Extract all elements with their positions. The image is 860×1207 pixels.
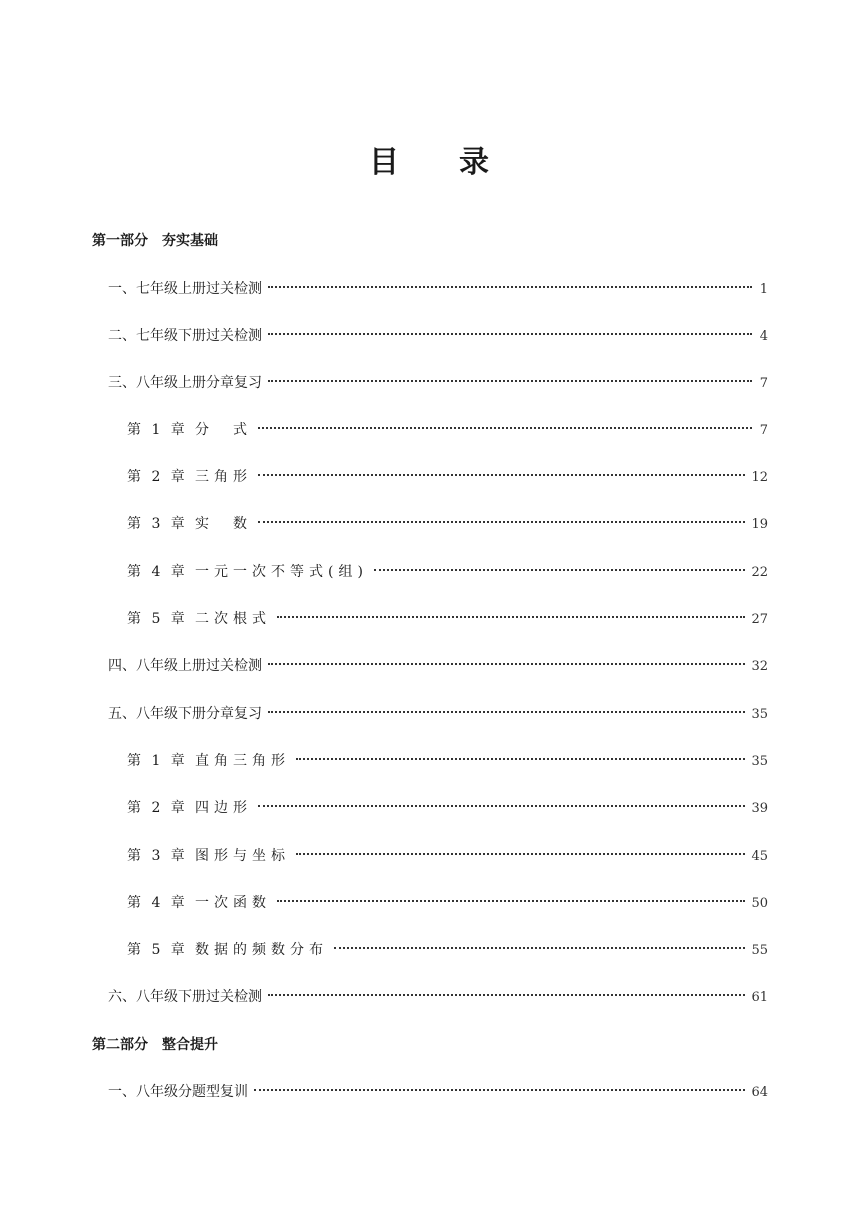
- toc-chapter-entry[interactable]: [127, 561, 768, 583]
- toc-page-number: 7: [759, 376, 768, 391]
- toc-chapter-entry[interactable]: [127, 466, 768, 488]
- toc-entry[interactable]: [108, 278, 768, 300]
- dot-leader: [268, 333, 752, 335]
- part-label: 第一部分: [92, 233, 148, 249]
- dot-leader: [277, 900, 745, 902]
- toc-chapter-entry[interactable]: [127, 419, 768, 441]
- chapter-number: 第 1 章: [127, 753, 188, 769]
- toc-chapter-entry[interactable]: [127, 797, 768, 819]
- toc-chapter-entry[interactable]: [127, 845, 768, 867]
- dot-leader: [268, 380, 752, 382]
- title-char-1: 目: [369, 145, 401, 180]
- toc-page-number: 22: [751, 565, 768, 580]
- chapter-name: 分 式: [195, 422, 252, 438]
- dot-leader: [296, 853, 745, 855]
- chapter-name: 一次函数: [195, 895, 271, 911]
- toc-entry-title: 六、八年级下册过关检测: [108, 989, 262, 1005]
- toc-entry[interactable]: [108, 372, 768, 394]
- toc-entry[interactable]: [108, 1081, 768, 1103]
- dot-leader: [268, 663, 745, 665]
- part-label: 第二部分: [92, 1037, 148, 1053]
- dot-leader: [296, 758, 745, 760]
- chapter-number: 第 2 章: [127, 469, 188, 485]
- toc-page-number: 27: [751, 612, 768, 627]
- toc-page-number: 35: [751, 754, 768, 769]
- toc-chapter-entry[interactable]: [127, 750, 768, 772]
- part-heading-1: [92, 231, 218, 251]
- dot-leader: [254, 1089, 745, 1091]
- toc-page-number: 4: [759, 329, 768, 344]
- dot-leader: [268, 286, 752, 288]
- toc-page-number: 64: [751, 1085, 768, 1100]
- toc-page-number: 35: [751, 707, 768, 722]
- chapter-name: 直角三角形: [195, 753, 290, 769]
- toc-entry[interactable]: [108, 703, 768, 725]
- toc-page-number: 45: [751, 849, 768, 864]
- toc-page-number: 32: [751, 659, 768, 674]
- dot-leader: [277, 616, 745, 618]
- chapter-name: 三角形: [195, 469, 252, 485]
- toc-entry[interactable]: [108, 655, 768, 677]
- chapter-name: 二次根式: [195, 611, 271, 627]
- chapter-number: 第 2 章: [127, 800, 188, 816]
- chapter-number: 第 5 章: [127, 611, 188, 627]
- toc-entry-title: 二、七年级下册过关检测: [108, 328, 262, 344]
- toc-chapter-entry[interactable]: [127, 892, 768, 914]
- dot-leader: [258, 427, 752, 429]
- toc-page-number: 19: [751, 517, 768, 532]
- chapter-name: 数据的频数分布: [195, 942, 328, 958]
- toc-entry-title: 三、八年级上册分章复习: [108, 375, 262, 391]
- toc-page-number: 61: [751, 990, 768, 1005]
- chapter-name: 一元一次不等式(组): [195, 564, 368, 580]
- toc-entry-title: 四、八年级上册过关检测: [108, 658, 262, 674]
- part-name: 整合提升: [162, 1037, 218, 1053]
- dot-leader: [258, 474, 745, 476]
- chapter-number: 第 4 章: [127, 895, 188, 911]
- chapter-name: 图形与坐标: [195, 848, 290, 864]
- toc-entry[interactable]: [108, 986, 768, 1008]
- part-heading-2: [92, 1035, 218, 1055]
- chapter-number: 第 4 章: [127, 564, 188, 580]
- dot-leader: [374, 569, 746, 571]
- dot-leader: [258, 521, 745, 523]
- toc-page-number: 39: [751, 801, 768, 816]
- toc-page-number: 7: [759, 423, 768, 438]
- toc-entry[interactable]: [108, 325, 768, 347]
- chapter-number: 第 3 章: [127, 516, 188, 532]
- chapter-number: 第 5 章: [127, 942, 188, 958]
- part-name: 夯实基础: [162, 233, 218, 249]
- chapter-name: 四边形: [195, 800, 252, 816]
- dot-leader: [268, 994, 745, 996]
- chapter-name: 实 数: [195, 516, 252, 532]
- toc-page-number: 55: [751, 943, 768, 958]
- dot-leader: [334, 947, 745, 949]
- chapter-number: 第 3 章: [127, 848, 188, 864]
- toc-chapter-entry[interactable]: [127, 939, 768, 961]
- toc-chapter-entry[interactable]: [127, 608, 768, 630]
- toc-entry-title: 一、八年级分题型复训: [108, 1084, 248, 1100]
- title-char-2: 录: [459, 145, 491, 180]
- dot-leader: [258, 805, 745, 807]
- page-title: [0, 143, 860, 183]
- toc-chapter-entry[interactable]: [127, 513, 768, 535]
- dot-leader: [268, 711, 745, 713]
- toc-page-number: 1: [759, 282, 768, 297]
- toc-entry-title: 五、八年级下册分章复习: [108, 706, 262, 722]
- chapter-number: 第 1 章: [127, 422, 188, 438]
- toc-page-number: 50: [751, 896, 768, 911]
- toc-entry-title: 一、七年级上册过关检测: [108, 281, 262, 297]
- toc-page-number: 12: [751, 470, 768, 485]
